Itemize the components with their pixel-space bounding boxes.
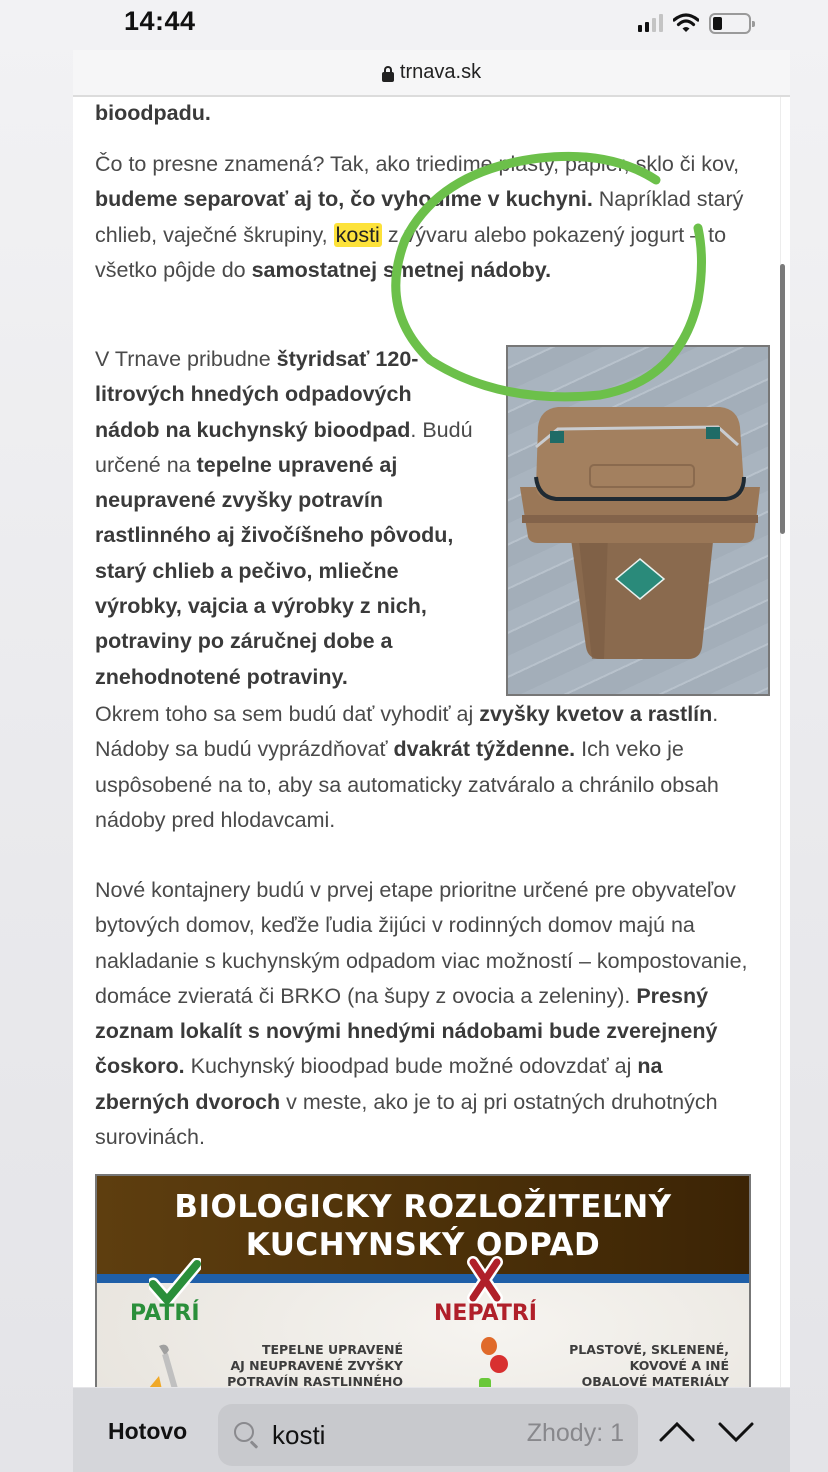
- x-mark-icon: [465, 1256, 505, 1304]
- magnifier-icon: [232, 1420, 262, 1450]
- fish-bone-icon: [145, 1342, 185, 1387]
- belongs-item: TEPELNE UPRAVENÉ: [261, 1342, 403, 1357]
- text: Čo to presne znamená? Tak, ako triedime plasty, papier, sklo či kov,: [95, 152, 740, 176]
- belongs-list: [193, 1342, 403, 1387]
- vertical-scrollbar[interactable]: [780, 264, 785, 534]
- text: Okrem toho sa sem budú dať vyhodiť aj: [95, 702, 480, 726]
- not-belongs-list: [517, 1342, 729, 1387]
- check-icon: [149, 1258, 201, 1306]
- wifi-icon: [673, 13, 699, 33]
- belongs-label: PATRÍ: [130, 1301, 200, 1326]
- article-paragraph: [95, 873, 755, 1155]
- bold-text: dvakrát týždenne.: [393, 737, 576, 762]
- text: Ich veko je uspôsobené na to, aby sa automaticky zatváralo a chránilo obsah nádoby pred hlodavcami.: [95, 737, 719, 832]
- text: Napríklad starý chlieb, vaječné škrupiny,: [95, 187, 744, 247]
- text: . Budú určené na: [95, 417, 473, 477]
- infographic-title-line: KUCHYNSKÝ ODPAD: [245, 1227, 601, 1263]
- bold-text: tepelne upravené aj neupravené zvyšky potravín rastlinného aj živočíšneho pôvodu, starý chlieb a pečivo, mliečne výrobky, vajcia a výrobky z nich, potraviny po záručnej dobe a znehodnotené potraviny.: [95, 452, 454, 689]
- match-count: Zhody: 1: [526, 1419, 624, 1447]
- brown-bin-photo[interactable]: [506, 345, 770, 696]
- kitchen-waste-infographic[interactable]: [95, 1174, 751, 1387]
- cans-icon: [475, 1336, 511, 1387]
- infographic-title: [97, 1188, 749, 1264]
- bold-text: zvyšky kvetov a rastlín: [479, 702, 713, 726]
- belongs-item: AJ NEUPRAVENÉ ZVYŠKY: [230, 1358, 403, 1373]
- status-bar: [0, 0, 828, 50]
- next-match-button[interactable]: [716, 1414, 756, 1450]
- not-belongs-item: PLASTOVÉ, SKLENENÉ,: [569, 1342, 729, 1357]
- status-time: 14:44: [124, 6, 196, 36]
- brown-bin-illustration: [508, 347, 770, 696]
- find-input[interactable]: [272, 1420, 492, 1451]
- text: Nové kontajnery budú v prvej etape prioritne určené pre obyvateľov bytových domov, keďže ľudia žijúci v rodinných domov majú na nakladanie s kuchynským odpadom viac možností – kompostovanie, domáce zvieratá či BRKO (na šupy z ovocia a zeleniny).: [95, 878, 748, 1008]
- bold-text: samostatnej smetnej nádoby.: [251, 257, 552, 282]
- text: Kuchynský bioodpad bude možné odovzdať aj: [184, 1054, 638, 1079]
- infographic-title-line: BIOLOGICKY ROZLOŽITEĽNÝ: [174, 1189, 672, 1225]
- url-bar[interactable]: [73, 50, 790, 95]
- bold-text: štyridsať 120-litrových hnedých odpadových nádob na kuchynský bioodpad: [95, 347, 419, 442]
- lock-icon: [382, 66, 394, 82]
- bold-text: Presný zoznam lokalít s novými hnedými nádobami bude zverejnený čoskoro.: [95, 983, 718, 1079]
- text: V Trnave pribudne: [95, 347, 277, 371]
- bold-text: na zberných dvoroch: [95, 1054, 663, 1114]
- not-belongs-label: NEPATRÍ: [434, 1301, 537, 1326]
- article-paragraph: [95, 697, 755, 838]
- find-in-page-bar: [73, 1388, 790, 1472]
- search-match-highlight: kosti: [335, 222, 380, 247]
- text: z vývaru alebo pokazený jogurt – to všetko pôjde do: [95, 222, 727, 282]
- status-icons: [638, 12, 751, 34]
- text: v meste, ako je to aj pri ostatných druhotných surovinách.: [95, 1089, 718, 1150]
- article-paragraph: [95, 147, 755, 288]
- belongs-item: POTRAVÍN RASTLINNÉHO: [227, 1374, 403, 1387]
- not-belongs-item: OBALOVÉ MATERIÁLY: [581, 1374, 729, 1387]
- previous-match-button[interactable]: [657, 1414, 697, 1450]
- url-domain: trnava.sk: [399, 61, 482, 83]
- bold-text: budeme separovať aj to, čo vyhodíme v kuchyni.: [95, 187, 593, 212]
- chevron-up-icon: [657, 1414, 697, 1450]
- not-belongs-item: KOVOVÉ A INÉ: [629, 1358, 729, 1373]
- web-page: [73, 95, 790, 1387]
- article-paragraph: [95, 96, 755, 131]
- done-button[interactable]: Hotovo: [108, 1418, 188, 1444]
- article-paragraph: [95, 342, 475, 695]
- chevron-down-icon: [716, 1414, 756, 1450]
- battery-low-icon: [709, 13, 751, 34]
- cellular-signal-icon: [638, 14, 663, 32]
- find-field[interactable]: [218, 1404, 638, 1466]
- bold-text: bioodpadu.: [95, 101, 211, 125]
- text: . Nádoby sa budú vyprázdňovať: [95, 702, 719, 762]
